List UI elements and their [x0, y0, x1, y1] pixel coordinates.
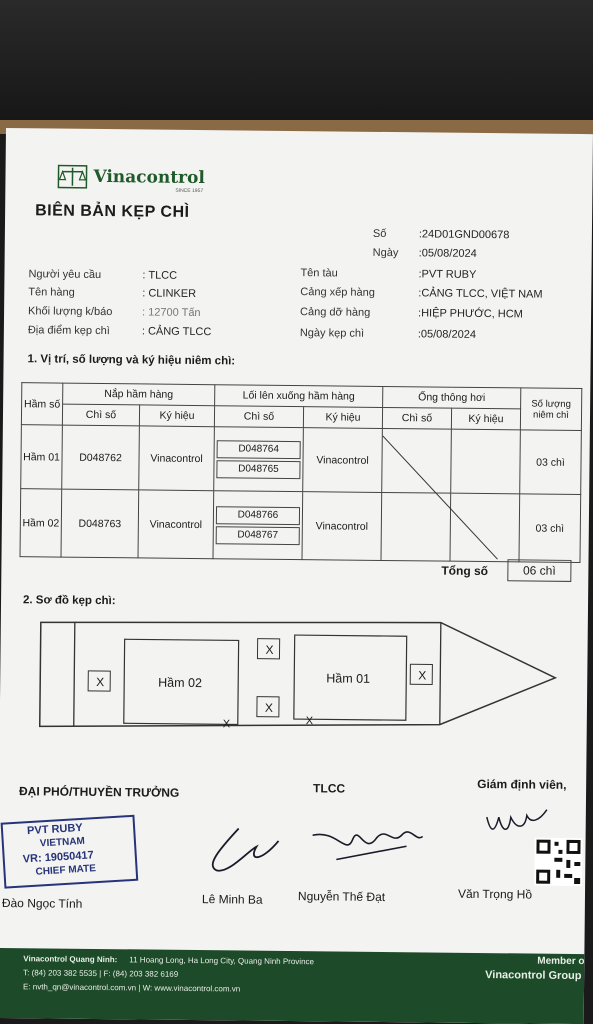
footer-address: 11 Hoang Long, Ha Long City, Quang Ninh Province [129, 955, 315, 967]
so-value: :24D01GND00678 [418, 228, 510, 242]
khoi-luong-value: : 12700 Tấn [142, 306, 201, 320]
row2-loi-ky: Vinacontrol [302, 492, 382, 561]
footer-email: E: nvth_qn@vinacontrol.com.vn | W: www.vinacontrol.com.vn [22, 982, 241, 994]
ham-01-label: Hầm 01 [326, 671, 371, 686]
stamp-line-1: PVT RUBY [26, 821, 84, 838]
signer-van-trong-ho: Văn Trọng Hồ [457, 886, 533, 902]
header-ong: Ống thông hơi [383, 386, 521, 408]
ten-tau-value: :PVT RUBY [418, 268, 477, 281]
header-ong-chi-so: Chì số [382, 407, 451, 429]
header-loi-chi-so: Chì số [214, 406, 303, 428]
nguoi-yeu-cau-value: : TLCC [142, 269, 178, 282]
cang-do-label: Cảng dỡ hàng [300, 306, 371, 319]
ngay-kep-value: :05/08/2024 [417, 328, 477, 341]
dia-diem-value: : CẢNG TLCC [141, 325, 212, 339]
document-title: BIÊN BẢN KẸP CHÌ [35, 202, 190, 221]
cang-xep-label: Cảng xếp hàng [300, 286, 375, 299]
signer-dao-ngoc-tinh: Đào Ngọc Tính [1, 895, 83, 911]
row2-loi-chi-2: D048767 [216, 526, 300, 545]
x-mark-1: X [96, 674, 105, 690]
dai-pho-title: ĐẠI PHÓ/THUYỀN TRƯỞNG [18, 784, 180, 800]
cang-do-value: :HIỆP PHƯỚC, HCM [418, 307, 523, 321]
nguoi-yeu-cau-label: Người yêu cầu [28, 268, 102, 282]
ngay-label: Ngày [372, 246, 399, 260]
row2-loi-chi-1: D048766 [216, 506, 300, 525]
signer-le-minh-ba: Lê Minh Ba [201, 892, 263, 907]
tong-so-value: 06 chì [507, 559, 571, 582]
row2-so-luong: 03 chì [519, 494, 581, 563]
giam-dinh-title: Giám định viên, [477, 776, 567, 792]
ten-hang-label: Tên hàng [28, 286, 75, 299]
qr-code-icon [534, 838, 583, 887]
header-nap-ky-hieu: Ký hiệu [139, 405, 214, 427]
signer-nguyen-the-dat: Nguyễn Thế Đạt [297, 889, 386, 905]
x-mark-2: X [265, 642, 274, 657]
header-ham: Hầm số [21, 383, 62, 425]
row1-so-luong: 03 chì [520, 430, 582, 495]
ship-stamp [1, 815, 139, 889]
khoi-luong-label: Khối lượng k/báo [28, 305, 113, 319]
row2-nap-ky: Vinacontrol [138, 490, 214, 559]
header-nap: Nắp hầm hàng [63, 383, 215, 406]
document-page [0, 128, 593, 1024]
ngay-kep-label: Ngày kẹp chì [299, 327, 365, 340]
row1-ham: Hầm 01 [21, 425, 63, 489]
logo-since: SINCE 1957 [175, 187, 204, 195]
so-label: Số [372, 227, 387, 240]
stamp-line-2: VIETNAM [39, 835, 86, 850]
signature-nguyen-the-dat [306, 815, 427, 866]
row2-nap-chi: D048763 [61, 489, 139, 558]
header-so-luong: Số lượng niêm chì [520, 388, 581, 431]
row1-nap-chi: D048762 [62, 425, 140, 490]
row1-loi-chi-1: D048764 [217, 440, 301, 459]
stamp-line-4: CHIEF MATE [35, 863, 97, 878]
row1-loi-chi [214, 427, 304, 492]
row1-loi-ky: Vinacontrol [303, 428, 383, 493]
logo-text: Vinacontrol [93, 166, 205, 189]
header-ong-ky-hieu: Ký hiệu [451, 408, 520, 430]
ten-hang-value: : CLINKER [142, 287, 197, 300]
background-top [0, 0, 593, 125]
ngay-value: :05/08/2024 [418, 247, 477, 260]
x-mark-6: X [305, 715, 314, 728]
header-loi-ky-hieu: Ký hiệu [303, 407, 382, 429]
footer-company: Vinacontrol Quang Ninh: [23, 954, 118, 965]
header-loi: Lối lên xuống hầm hàng [215, 385, 383, 408]
footer-phone: T: (84) 203 382 5535 | F: (84) 203 382 6169 [23, 968, 179, 979]
ham-02-label: Hầm 02 [158, 675, 203, 691]
x-mark-3: X [264, 700, 274, 715]
ship-diagram [29, 614, 560, 760]
row2-loi-chi [213, 491, 303, 560]
vent-cross-line [379, 434, 500, 561]
row2-ham: Hầm 02 [20, 489, 62, 557]
tong-so-label: Tổng số [441, 563, 489, 579]
row1-loi-chi-2: D048765 [216, 460, 300, 479]
x-mark-4: X [418, 668, 427, 683]
header-nap-chi-so: Chì số [62, 404, 139, 426]
ten-tau-label: Tên tàu [300, 267, 338, 280]
tlcc-title: TLCC [313, 781, 346, 796]
footer-group: Vinacontrol Group [485, 969, 582, 983]
row1-nap-ky: Vinacontrol [139, 426, 215, 491]
x-mark-5: X [222, 718, 231, 731]
signature-le-minh-ba [198, 820, 289, 881]
dia-diem-label: Địa điểm kẹp chì [27, 324, 110, 338]
vinacontrol-logo-icon [57, 165, 87, 189]
footer-member: Member of [537, 955, 588, 968]
document-footer [0, 948, 588, 1024]
stamp-line-3: VR: 19050417 [22, 849, 94, 866]
section-1-heading: 1. Vị trí, số lượng và ký hiệu niêm chì: [27, 353, 236, 368]
cang-xep-value: :CẢNG TLCC, VIỆT NAM [418, 287, 543, 301]
section-2-heading: 2. Sơ đồ kẹp chì: [22, 594, 116, 608]
